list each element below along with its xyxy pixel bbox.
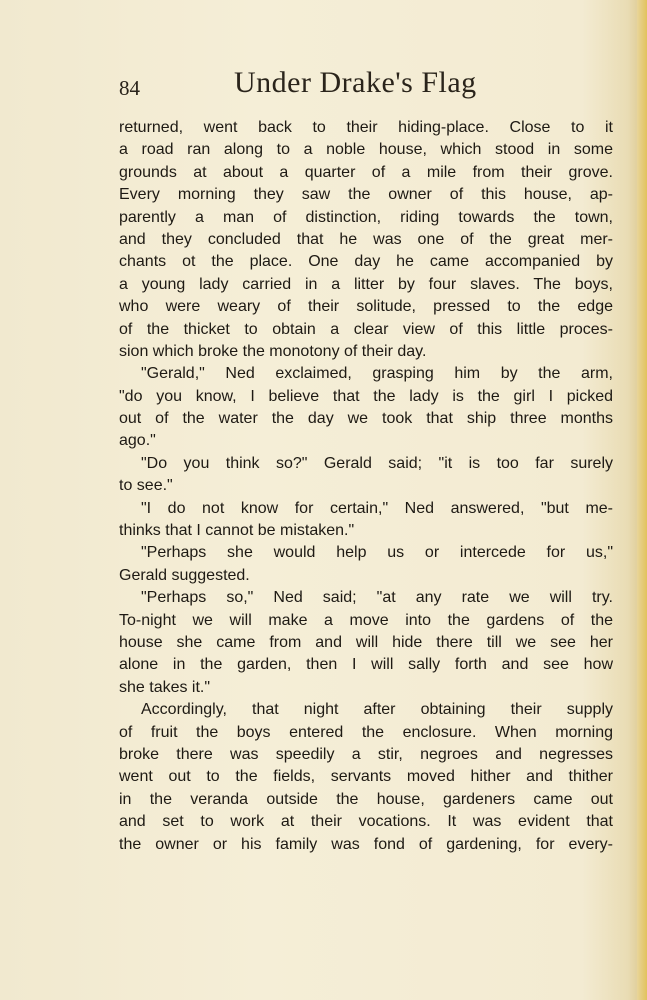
body-text	[119, 117, 613, 856]
page-header	[119, 66, 614, 106]
text-line: to see."	[119, 477, 173, 495]
text-line: went out to the fields, servants moved hither and thither	[119, 768, 613, 786]
text-line: broke there was speedily a stir, negroes and negresses	[119, 745, 613, 763]
text-line: who were weary of their solitude, pressed to the edge	[119, 298, 613, 316]
running-title: Under Drake's Flag	[234, 66, 477, 99]
text-line: "do you know, I believe that the lady is the girl I picked	[119, 387, 613, 405]
text-line: chants ot the place. One day he came accompanied by	[119, 253, 613, 271]
text-line: the owner or his family was fond of gardening, for every-	[119, 835, 613, 853]
page-edge	[637, 0, 647, 1000]
text-line: Every morning they saw the owner of this house, ap-	[119, 186, 613, 204]
page-number: 84	[119, 76, 140, 100]
text-line: "Perhaps so," Ned said; "at any rate we will try.	[141, 589, 613, 607]
text-line: grounds at about a quarter of a mile from their grove.	[119, 163, 613, 181]
text-line: Gerald suggested.	[119, 566, 250, 584]
text-line: parently a man of distinction, riding towards the town,	[119, 208, 613, 226]
text-line: To-night we will make a move into the gardens of the	[119, 611, 613, 629]
text-line: ago."	[119, 432, 156, 450]
text-line: thinks that I cannot be mistaken."	[119, 522, 355, 540]
text-line: in the veranda outside the house, gardeners came out	[119, 790, 613, 808]
text-line: Accordingly, that night after obtaining their supply	[141, 701, 613, 719]
text-line: of the thicket to obtain a clear view of this little proces-	[119, 320, 613, 338]
text-line: of fruit the boys entered the enclosure. When morning	[119, 723, 613, 741]
text-line: and set to work at their vocations. It was evident that	[119, 813, 613, 831]
text-line: and they concluded that he was one of the great mer-	[119, 230, 613, 248]
text-line: out of the water the day we took that ship three months	[119, 410, 613, 428]
text-line: alone in the garden, then I will sally forth and see how	[119, 656, 613, 674]
text-line: "Perhaps she would help us or intercede for us,"	[141, 544, 613, 562]
text-line: sion which broke the monotony of their day.	[119, 342, 427, 360]
text-line: "Gerald," Ned exclaimed, grasping him by the arm,	[141, 365, 613, 383]
text-line: she takes it."	[119, 678, 211, 696]
text-line: returned, went back to their hiding-place. Close to it	[119, 119, 613, 136]
text-line: "I do not know for certain," Ned answered, "but me-	[141, 499, 613, 517]
text-line: a road ran along to a noble house, which stood in some	[119, 141, 613, 159]
text-line: "Do you think so?" Gerald said; "it is too far surely	[141, 454, 613, 472]
text-line: a young lady carried in a litter by four slaves. The boys,	[119, 275, 613, 293]
text-line: house she came from and will hide there till we see her	[119, 633, 613, 651]
